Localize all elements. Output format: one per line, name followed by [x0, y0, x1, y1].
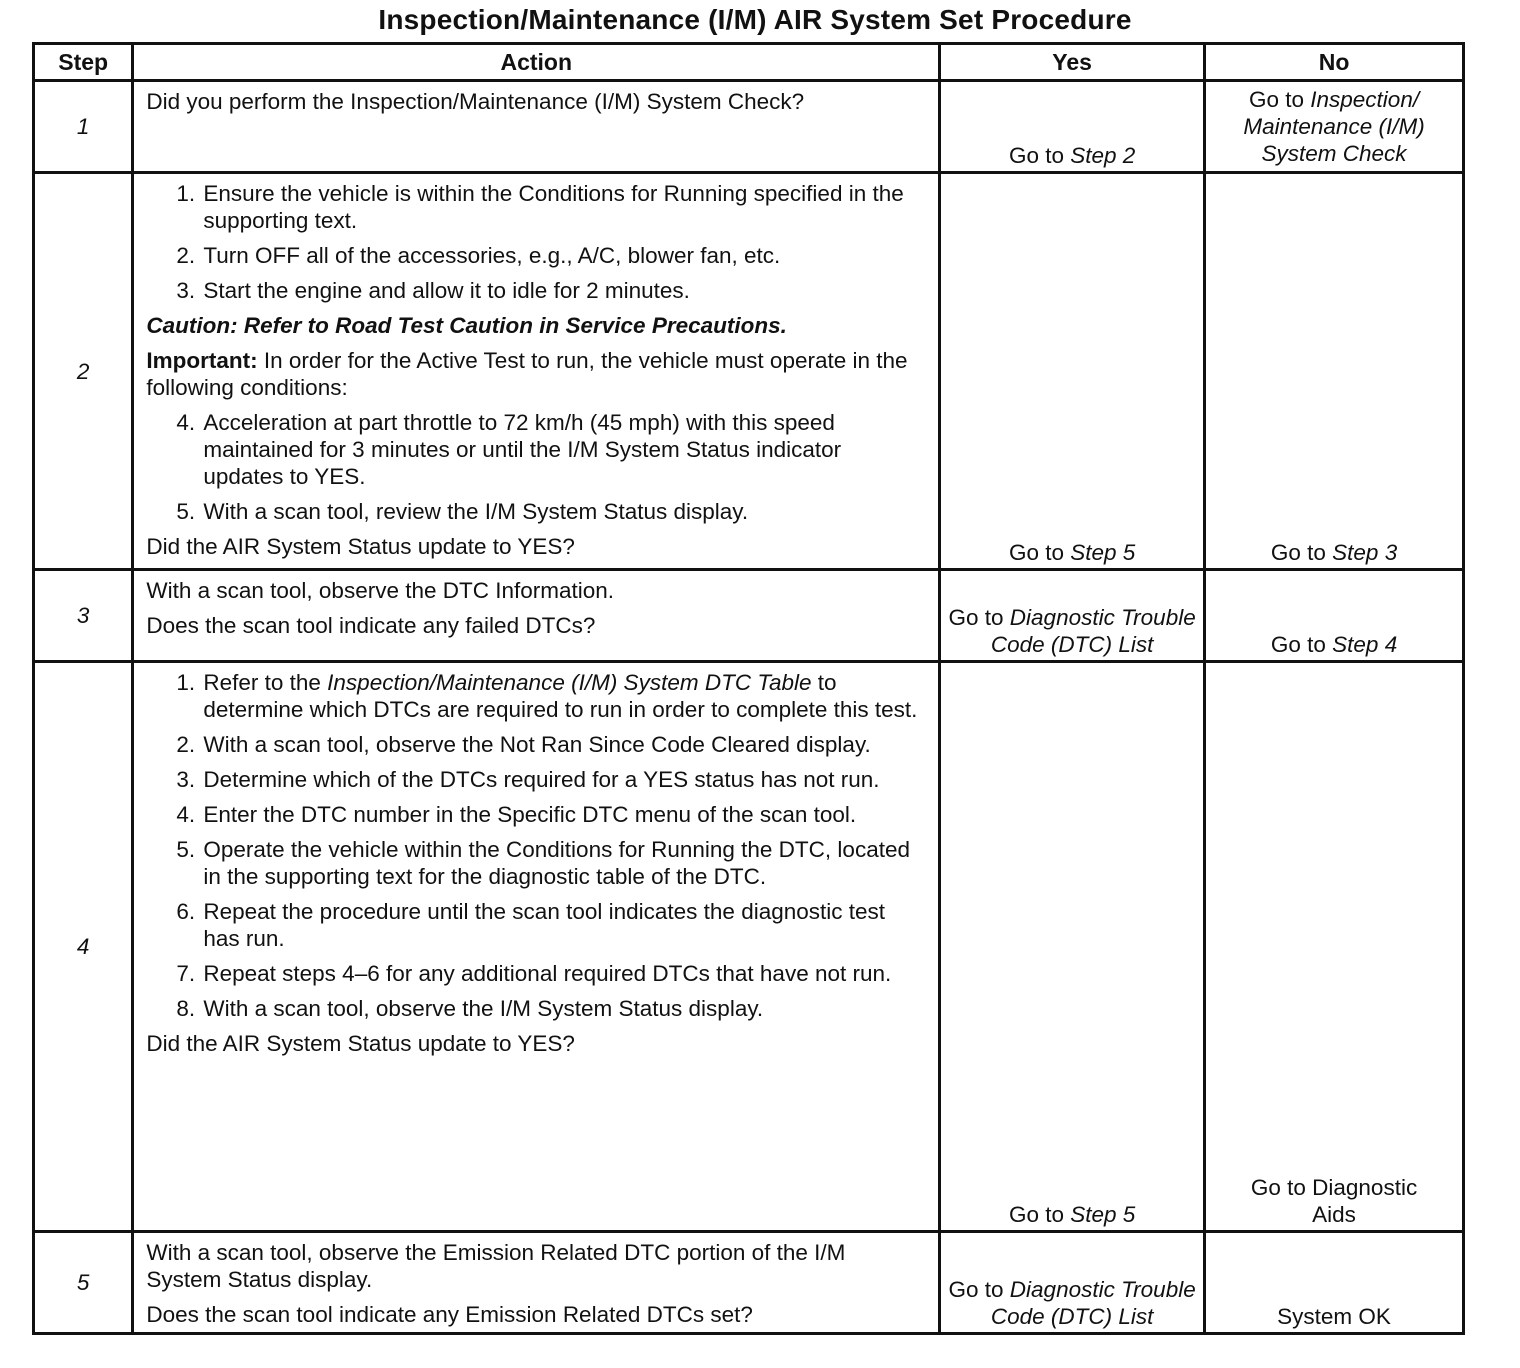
no-cell — [1205, 570, 1464, 662]
caution-note: Caution: Refer to Road Test Caution in Service Precautions. — [146, 313, 787, 338]
step-number: 5 — [34, 1232, 133, 1334]
yes-link[interactable]: Diagnostic Trouble Code (DTC) List — [990, 1277, 1196, 1329]
no-link[interactable]: Step 4 — [1332, 632, 1398, 657]
list-item: 1. Ensure the vehicle is within the Conditions for Running specified in the supporting text. — [201, 180, 926, 234]
yes-link[interactable]: Diagnostic Trouble Code (DTC) List — [990, 605, 1196, 657]
step-number: 1 — [34, 81, 133, 173]
yes-cell — [940, 81, 1205, 173]
item-text: Refer to the — [203, 670, 328, 695]
table-row-step-2 — [34, 173, 1464, 570]
yes-link[interactable]: Step 5 — [1070, 540, 1136, 565]
yes-prefix: Go to — [1008, 143, 1064, 168]
yes-prefix: Go to — [1008, 540, 1064, 565]
action-instruction: With a scan tool, observe the DTC Information. — [146, 578, 615, 603]
action-question: Did the AIR System Status update to YES? — [146, 1031, 575, 1056]
page-title: Inspection/Maintenance (I/M) AIR System Set Procedure — [378, 4, 1132, 35]
table-row-step-4 — [34, 662, 1464, 1232]
list-item: 2. Turn OFF all of the accessories, e.g., A/C, blower fan, etc. — [201, 242, 926, 269]
list-item: 6. Repeat the procedure until the scan tool indicates the diagnostic test has run. — [201, 898, 926, 952]
action-cell — [133, 1232, 940, 1334]
no-result: System OK — [1277, 1304, 1391, 1329]
action-question: Does the scan tool indicate any Emission Related DTCs set? — [146, 1302, 753, 1327]
yes-prefix: Go to — [1008, 1202, 1064, 1227]
yes-cell — [940, 570, 1205, 662]
header-row — [34, 44, 1464, 81]
table-row-step-3 — [34, 570, 1464, 662]
no-cell — [1205, 81, 1464, 173]
list-item: 4. Enter the DTC number in the Specific DTC menu of the scan tool. — [201, 801, 926, 828]
yes-prefix: Go to — [948, 605, 1004, 630]
list-item — [201, 669, 926, 723]
procedure-table — [32, 42, 1465, 1335]
instruction-list — [146, 669, 926, 1022]
action-cell — [133, 570, 940, 662]
header-yes: Yes — [940, 44, 1205, 81]
header-step: Step — [34, 44, 133, 81]
header-no: No — [1205, 44, 1464, 81]
no-cell — [1205, 173, 1464, 570]
yes-prefix: Go to — [948, 1277, 1004, 1302]
dtc-table-link[interactable]: Inspection/Maintenance (I/M) System DTC Table — [327, 670, 812, 695]
list-item: 4. Acceleration at part throttle to 72 km/h (45 mph) with this speed maintained for 3 minutes or until the I/M System Status indicator updates to YES. — [201, 409, 926, 490]
list-item: 5. With a scan tool, review the I/M System Status display. — [201, 498, 926, 525]
no-link[interactable]: Go to Diagnostic Aids — [1250, 1175, 1418, 1227]
action-question: Did the AIR System Status update to YES? — [146, 534, 575, 559]
list-item: 8. With a scan tool, observe the I/M System Status display. — [201, 995, 926, 1022]
table-row-step-1 — [34, 81, 1464, 173]
yes-link[interactable]: Step 5 — [1070, 1202, 1136, 1227]
list-item: 3. Determine which of the DTCs required for a YES status has not run. — [201, 766, 926, 793]
no-prefix: Go to — [1270, 540, 1326, 565]
important-text: In order for the Active Test to run, the vehicle must operate in the following conditions: — [146, 348, 908, 400]
important-note — [146, 347, 926, 401]
action-question: Does the scan tool indicate any failed DTCs? — [146, 613, 596, 638]
step-number: 2 — [34, 173, 133, 570]
instruction-list — [146, 180, 926, 304]
action-cell — [133, 173, 940, 570]
item-text: to determine which DTCs are required to run in order to complete this test. — [203, 670, 918, 722]
table-row-step-5 — [34, 1232, 1464, 1334]
step-number: 3 — [34, 570, 133, 662]
step-number: 4 — [34, 662, 133, 1232]
action-cell — [133, 662, 940, 1232]
yes-link[interactable]: Step 2 — [1070, 143, 1136, 168]
action-cell — [133, 81, 940, 173]
list-item: 5. Operate the vehicle within the Conditions for Running the DTC, located in the supporting text for the diagnostic table of the DTC. — [201, 836, 926, 890]
yes-cell — [940, 173, 1205, 570]
yes-cell — [940, 662, 1205, 1232]
important-label: Important: — [146, 348, 258, 373]
no-cell — [1205, 662, 1464, 1232]
yes-cell — [940, 1232, 1205, 1334]
list-item: 7. Repeat steps 4–6 for any additional required DTCs that have not run. — [201, 960, 926, 987]
list-item: 3. Start the engine and allow it to idle for 2 minutes. — [201, 277, 926, 304]
instruction-list — [146, 409, 926, 525]
no-prefix: Go to — [1248, 87, 1304, 112]
no-prefix: Go to — [1270, 632, 1326, 657]
no-cell — [1205, 1232, 1464, 1334]
list-item: 2. With a scan tool, observe the Not Ran Since Code Cleared display. — [201, 731, 926, 758]
action-question: Did you perform the Inspection/Maintenance (I/M) System Check? — [146, 89, 805, 114]
header-action: Action — [133, 44, 940, 81]
action-instruction: With a scan tool, observe the Emission Related DTC portion of the I/M System Status display. — [146, 1240, 846, 1292]
no-link[interactable]: Step 3 — [1332, 540, 1398, 565]
no-link[interactable]: Inspection/ Maintenance (I/M) System Check — [1243, 87, 1425, 166]
